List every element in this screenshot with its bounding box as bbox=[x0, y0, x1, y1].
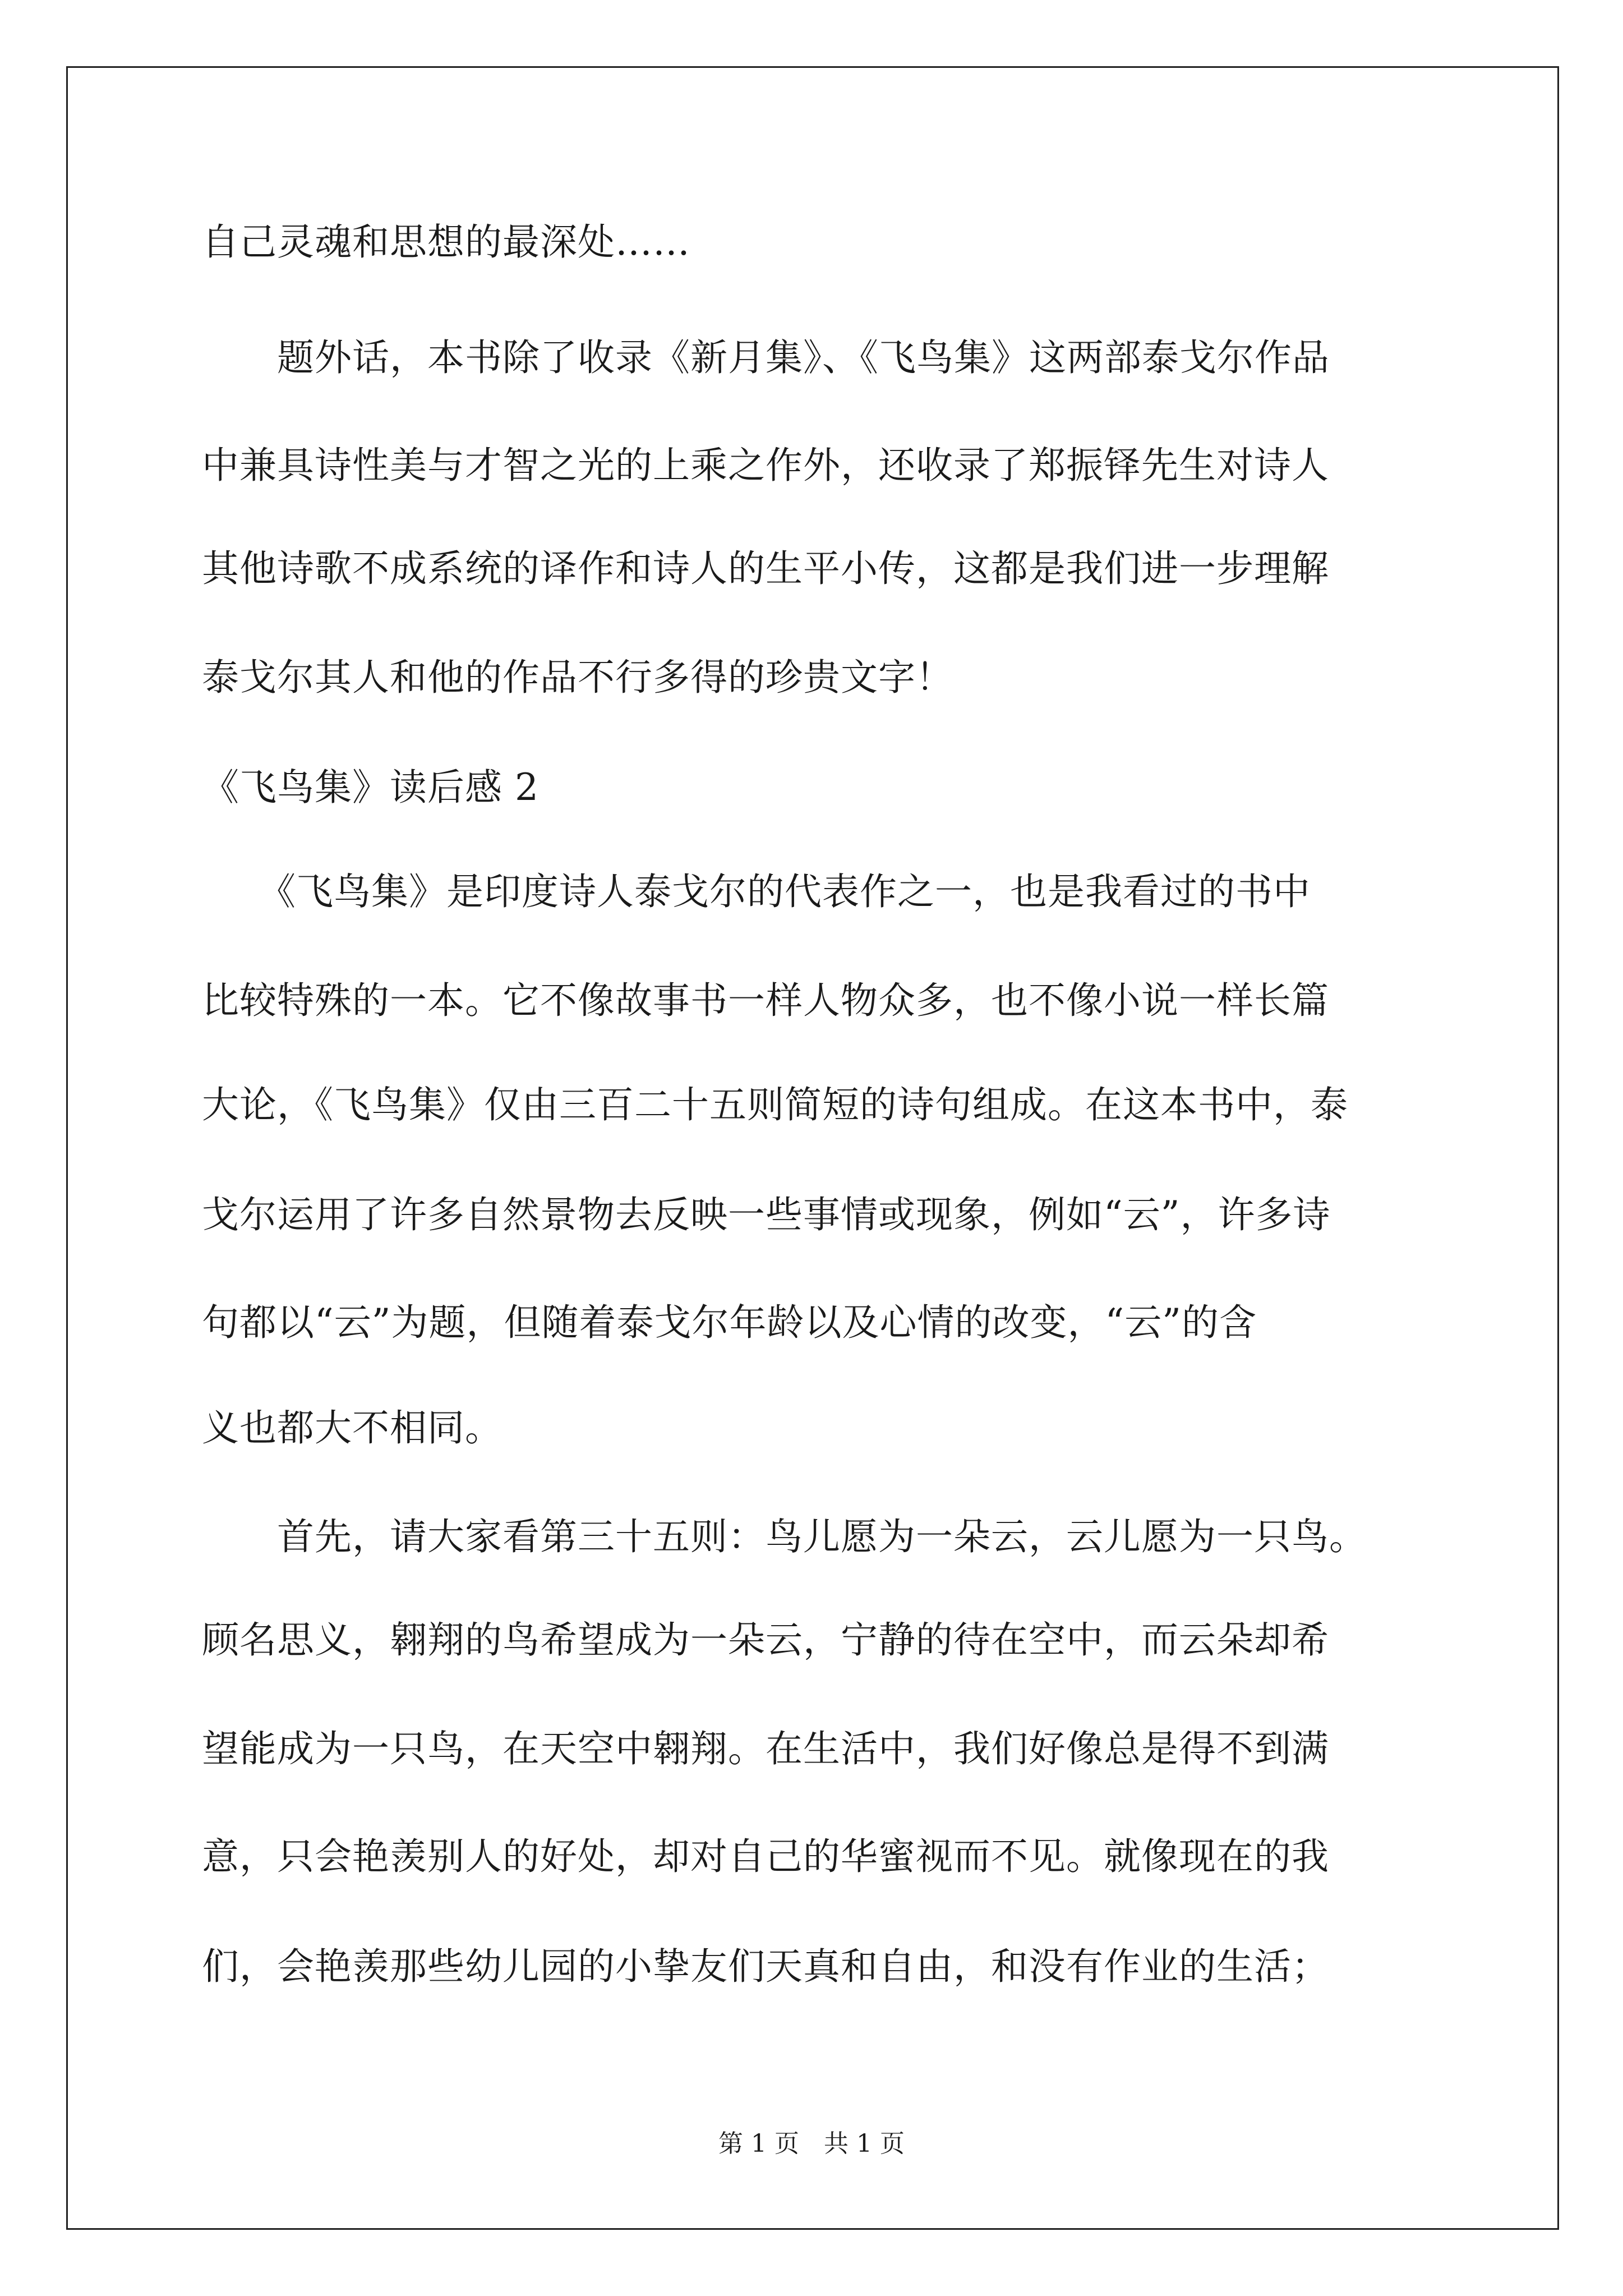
text-line: 们，会艳羡那些幼儿园的小挚友们天真和自由，和没有作业的生活； bbox=[202, 1945, 1329, 1988]
text-line: 望能成为一只鸟，在天空中翱翔。在生活中，我们好像总是得不到满 bbox=[202, 1727, 1329, 1770]
text-line: 泰戈尔其人和他的作品不行多得的珍贵文字！ bbox=[202, 656, 953, 699]
text-line: 意，只会艳羡别人的好处，却对自己的华蜜视而不见。就像现在的我 bbox=[202, 1835, 1329, 1878]
text-line: 大论，《飞鸟集》仅由三百二十五则简短的诗句组成。在这本书中，泰 bbox=[202, 1083, 1348, 1126]
text-line: 句都以“云”为题，但随着泰戈尔年龄以及心情的改变，“云”的含 bbox=[202, 1301, 1257, 1344]
text-line: 顾名思义，翱翔的鸟希望成为一朵云，宁静的待在空中，而云朵却希 bbox=[202, 1618, 1329, 1662]
text-line: 自己灵魂和思想的最深处…… bbox=[202, 220, 690, 264]
page-total: 共 1 页 bbox=[824, 2129, 905, 2158]
text-line: 比较特殊的一本。它不像故事书一样人物众多，也不像小说一样长篇 bbox=[202, 979, 1329, 1022]
text-line: 中兼具诗性美与才智之光的上乘之作外，还收录了郑振铎先生对诗人 bbox=[202, 444, 1329, 487]
page-footer bbox=[0, 2128, 1623, 2160]
text-line: 题外话，本书除了收录《新月集》、《飞鸟集》这两部泰戈尔作品 bbox=[202, 336, 1330, 379]
page-border bbox=[66, 66, 1559, 2230]
text-line: 义也都大不相同。 bbox=[202, 1406, 502, 1450]
text-line: 戈尔运用了许多自然景物去反映一些事情或现象，例如“云”，许多诗 bbox=[202, 1193, 1331, 1236]
text-line: 首先，请大家看第三十五则：鸟儿愿为一朵云，云儿愿为一只鸟。 bbox=[202, 1515, 1367, 1558]
page-number: 第 1 页 bbox=[718, 2129, 799, 2158]
text-line: 《飞鸟集》是印度诗人泰戈尔的代表作之一，也是我看过的书中 bbox=[202, 870, 1311, 913]
section-heading: 《飞鸟集》读后感 2 bbox=[202, 766, 539, 809]
text-line: 其他诗歌不成系统的译作和诗人的生平小传，这都是我们进一步理解 bbox=[202, 547, 1329, 590]
